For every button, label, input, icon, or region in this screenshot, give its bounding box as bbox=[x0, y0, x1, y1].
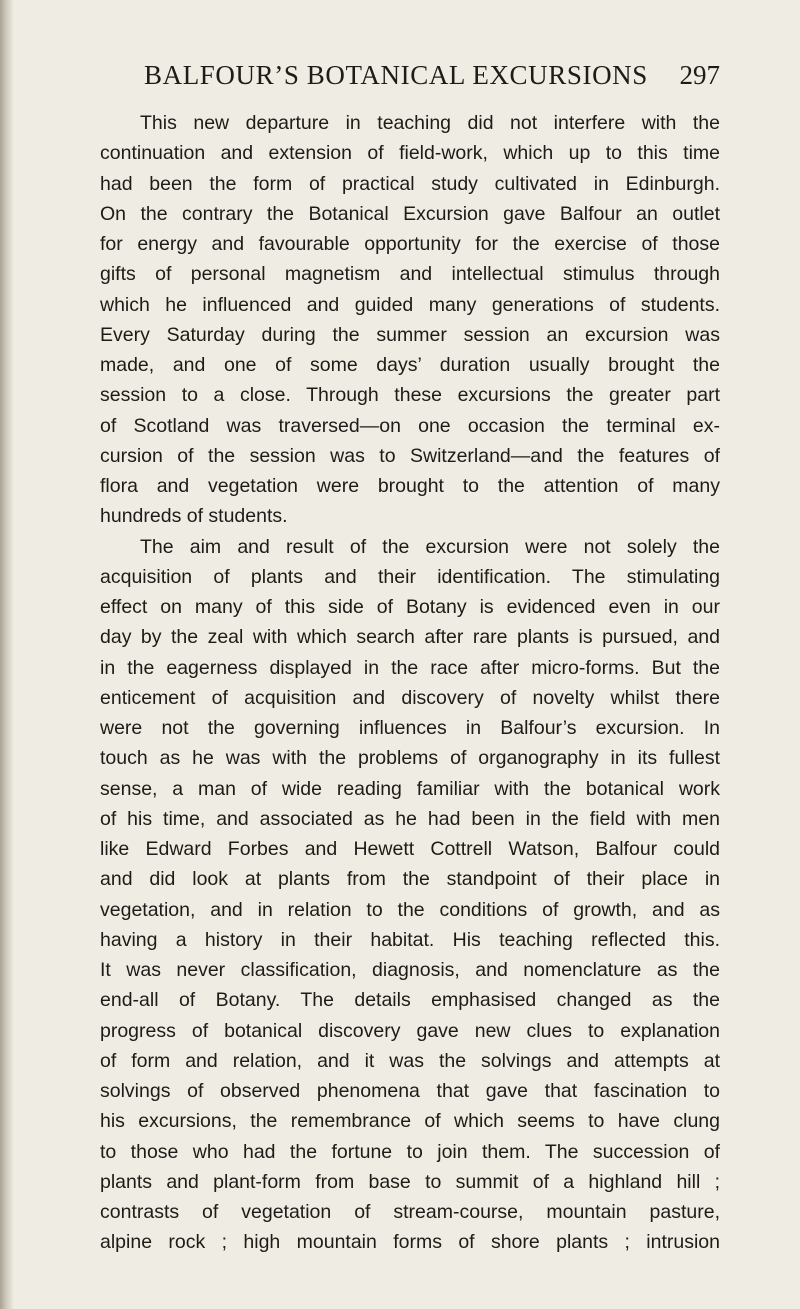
text-line: Every Saturday during the summer session an excursion was bbox=[100, 323, 720, 346]
text-line: On the contrary the Botanical Excursion gave Balfour an outlet bbox=[100, 202, 720, 225]
text-line: vegetation, and in relation to the conditions of growth, and as bbox=[100, 898, 720, 921]
text-line: progress of botanical discovery gave new clues to explanation bbox=[100, 1019, 720, 1042]
text-line: alpine rock ; high mountain forms of shore plants ; intrusion bbox=[100, 1231, 720, 1254]
text-line: of Scotland was traversed—on one occasion the terminal ex- bbox=[100, 414, 720, 437]
page-binding-shadow bbox=[0, 0, 14, 1309]
body-text bbox=[100, 108, 720, 1258]
text-line: had been the form of practical study cultivated in Edinburgh. bbox=[100, 172, 720, 195]
text-line: flora and vegetation were brought to the attention of many bbox=[100, 475, 720, 497]
text-line: hundreds of students. bbox=[100, 505, 288, 528]
text-line: gifts of personal magnetism and intellectual stimulus through bbox=[100, 263, 720, 286]
text-line: for energy and favourable opportunity for the exercise of those bbox=[100, 233, 720, 255]
text-line: It was never classification, diagnosis, and nomenclature as the bbox=[100, 959, 720, 981]
text-line: were not the governing influences in Balfour’s excursion. In bbox=[100, 717, 720, 739]
page-number: 297 bbox=[679, 60, 720, 90]
text-line: cursion of the session was to Switzerland—and the features of bbox=[100, 444, 720, 467]
text-line: of his time, and associated as he had been in the field with men bbox=[100, 807, 720, 830]
text-line: having a history in their habitat. His teaching reflected this. bbox=[100, 928, 720, 951]
text-line: enticement of acquisition and discovery of novelty whilst there bbox=[100, 686, 720, 709]
text-line: made, and one of some days’ duration usually brought the bbox=[100, 354, 720, 376]
text-line: day by the zeal with which search after rare plants is pursued, and bbox=[100, 626, 720, 649]
text-line: in the eagerness displayed in the race after micro-forms. But the bbox=[100, 656, 720, 679]
text-line: plants and plant-form from base to summit of a highland hill ; bbox=[100, 1170, 720, 1193]
text-line: sense, a man of wide reading familiar with the botanical work bbox=[100, 777, 720, 800]
paragraph bbox=[100, 532, 720, 1258]
text-line: acquisition of plants and their identification. The stimulating bbox=[100, 565, 720, 588]
running-title: BALFOUR’S BOTANICAL EXCURSIONS bbox=[144, 60, 648, 90]
paragraph bbox=[100, 108, 720, 532]
text-line: and did look at plants from the standpoint of their place in bbox=[100, 868, 720, 891]
text-line: continuation and extension of field-work, which up to this time bbox=[100, 142, 720, 165]
text-line: his excursions, the remembrance of which seems to have clung bbox=[100, 1110, 720, 1133]
text-line: The aim and result of the excursion were not solely the bbox=[140, 535, 720, 558]
text-line: to those who had the fortune to join them. The succession of bbox=[100, 1140, 720, 1163]
running-head bbox=[100, 58, 720, 98]
text-line: which he influenced and guided many generations of students. bbox=[100, 293, 720, 316]
text-line: like Edward Forbes and Hewett Cottrell Watson, Balfour could bbox=[100, 838, 720, 860]
text-line: end-all of Botany. The details emphasised changed as the bbox=[100, 989, 720, 1012]
text-line: touch as he was with the problems of organography in its fullest bbox=[100, 747, 720, 770]
text-line: This new departure in teaching did not interfere with the bbox=[140, 112, 720, 134]
text-line: contrasts of vegetation of stream-course, mountain pasture, bbox=[100, 1201, 720, 1223]
text-line: of form and relation, and it was the solvings and attempts at bbox=[100, 1049, 720, 1072]
text-line: effect on many of this side of Botany is evidenced even in our bbox=[100, 596, 720, 618]
text-line: solvings of observed phenomena that gave that fascination to bbox=[100, 1080, 720, 1102]
text-line: session to a close. Through these excursions the greater part bbox=[100, 384, 720, 407]
